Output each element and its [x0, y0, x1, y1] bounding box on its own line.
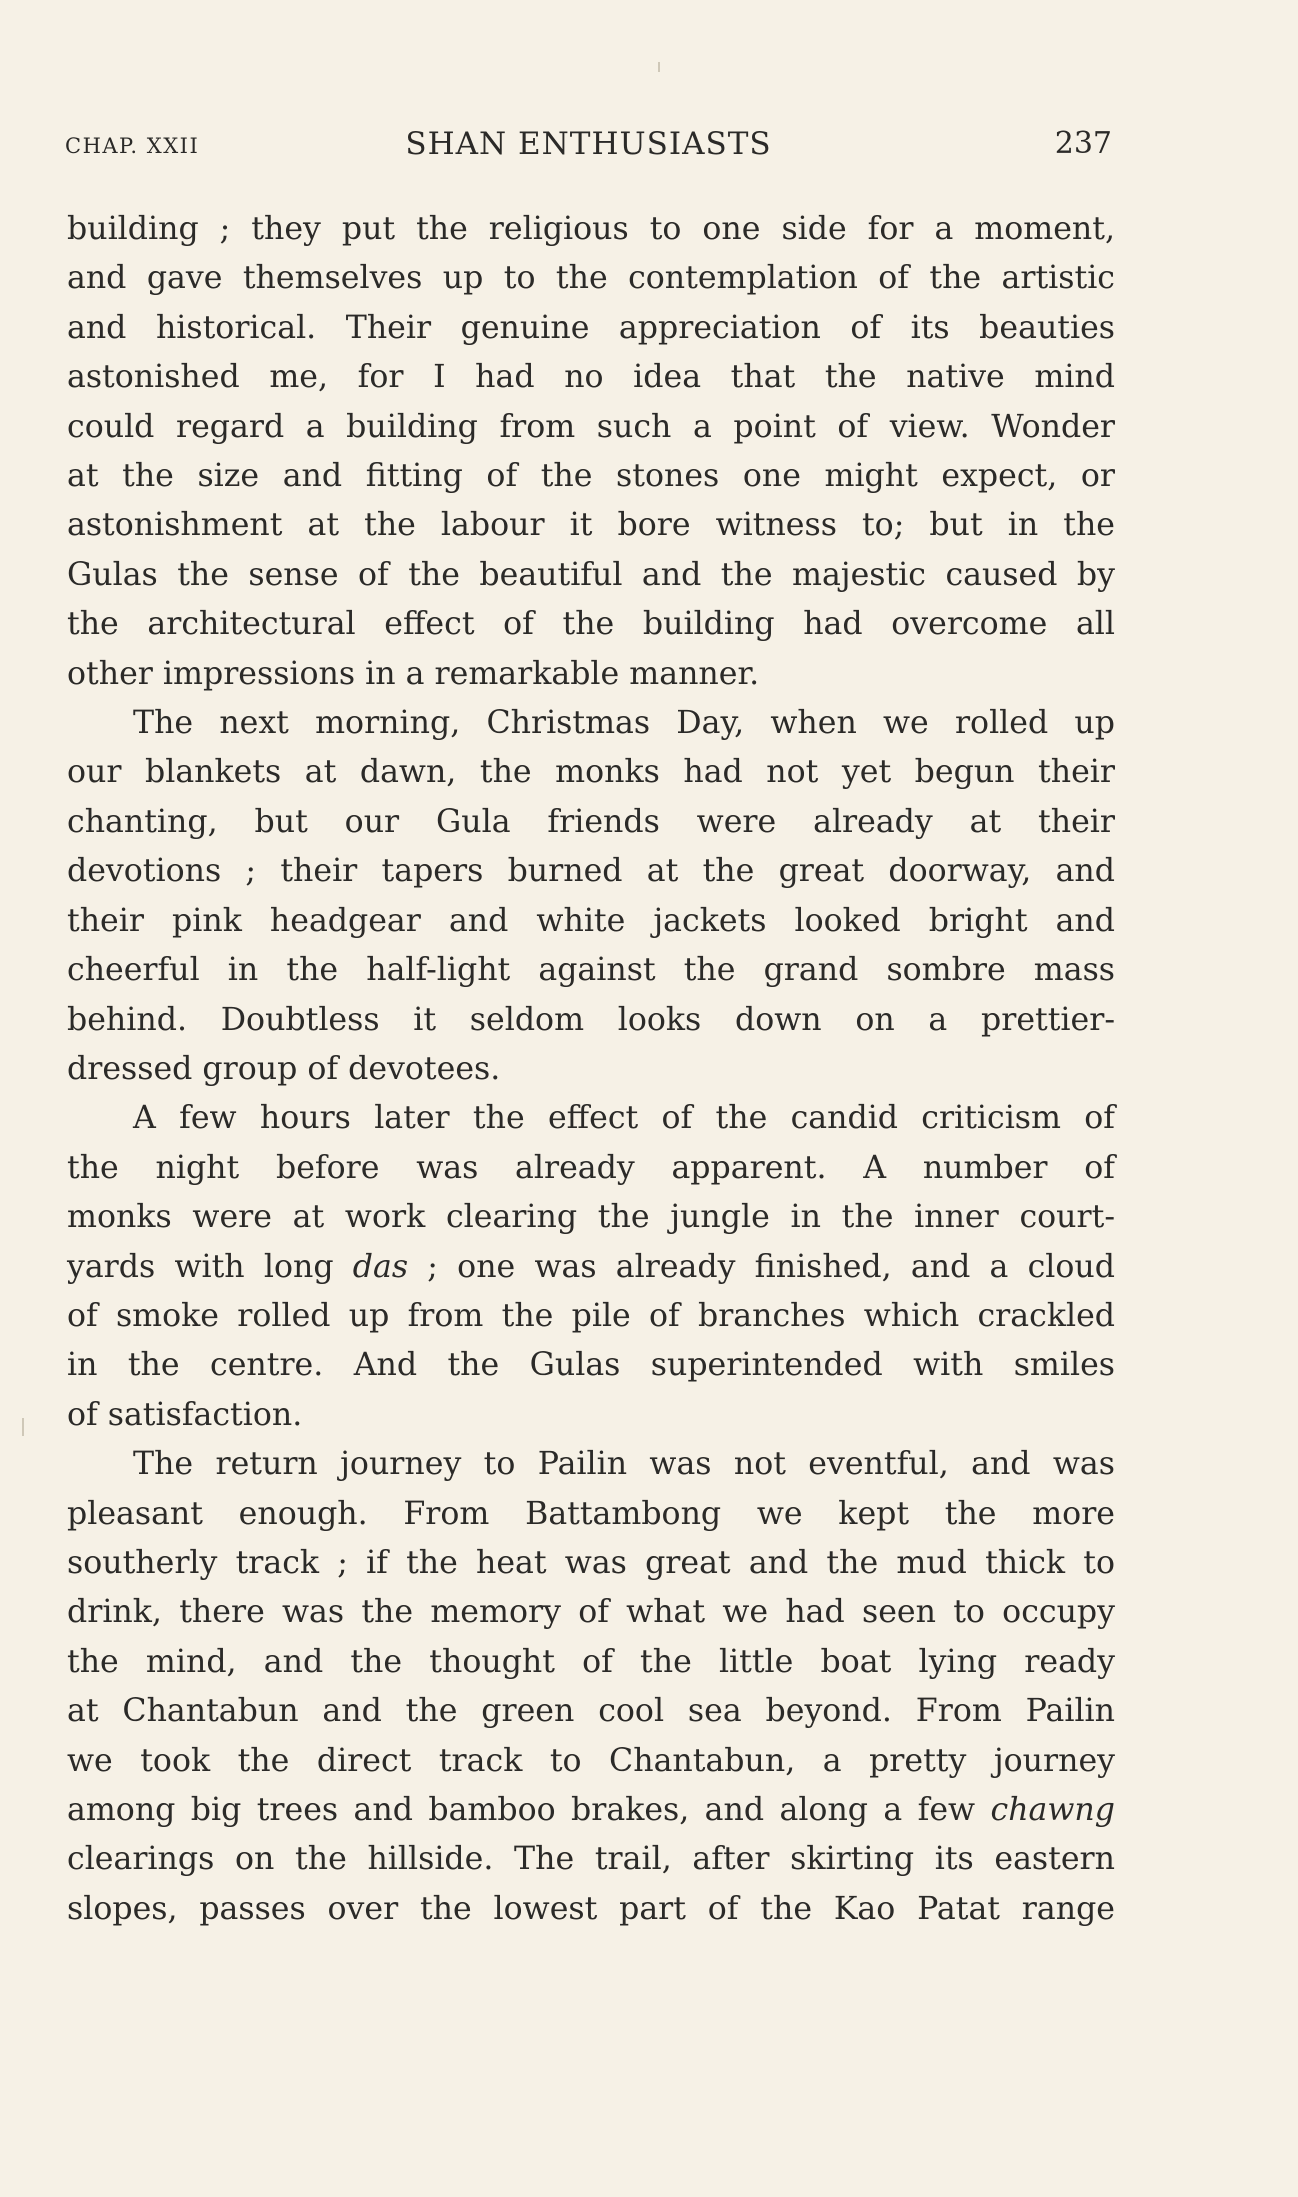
text-line: the night before was already apparent. A number of: [67, 1149, 1115, 1186]
text-line: chanting, but our Gula friends were already at their: [67, 803, 1115, 840]
running-head: [65, 124, 1112, 164]
paragraph-4: [67, 1440, 1115, 1934]
italic-term: das: [352, 1248, 409, 1285]
text-line: drink, there was the memory of what we had seen to occupy: [67, 1594, 1115, 1631]
text-line: The next morning, Christmas Day, when we rolled up: [133, 705, 1115, 742]
text-line: monks were at work clearing the jungle in the inner court-: [67, 1199, 1115, 1236]
text-line: their pink headgear and white jackets looked bright and: [67, 902, 1115, 939]
text-line: astonished me, for I had no idea that the native mind: [67, 359, 1115, 396]
text-line: we took the direct track to Chantabun, a pretty journey: [67, 1742, 1115, 1779]
paragraph-2: [67, 699, 1115, 1094]
text-line: pleasant enough. From Battambong we kept the more: [67, 1495, 1115, 1532]
paper-speck: [22, 1418, 24, 1436]
text-line: The return journey to Pailin was not eventful, and was: [133, 1446, 1115, 1483]
text-line: Gulas the sense of the beautiful and the majestic caused by: [67, 556, 1115, 593]
text-line: and historical. Their genuine appreciation of its beauties: [67, 309, 1115, 346]
text-line: slopes, passes over the lowest part of the Kao Patat range: [67, 1890, 1115, 1927]
text-fragment: yards with long: [67, 1248, 353, 1285]
running-title: SHAN ENTHUSIASTS: [405, 126, 772, 162]
text-line: cheerful in the half-light against the grand sombre mass: [67, 952, 1115, 989]
text-line: our blankets at dawn, the monks had not yet begun their: [67, 754, 1115, 791]
text-line: in the centre. And the Gulas superintended with smiles: [67, 1347, 1115, 1384]
text-line: astonishment at the labour it bore witness to; but in the: [67, 507, 1115, 544]
text-line: building ; they put the religious to one side for a moment,: [67, 211, 1115, 247]
text-line: A few hours later the effect of the candid criticism of: [133, 1100, 1115, 1137]
text-line: the architectural effect of the building had overcome all: [67, 606, 1115, 643]
text-line: the mind, and the thought of the little boat lying ready: [67, 1643, 1115, 1680]
text-line: at Chantabun and the green cool sea beyond. From Pailin: [67, 1693, 1115, 1730]
text-line: [67, 1243, 1115, 1292]
text-line: could regard a building from such a point of view. Wonder: [67, 408, 1115, 445]
chapter-label: CHAP. XXII: [65, 134, 200, 158]
text-line: clearings on the hillside. The trail, after skirting its eastern: [67, 1841, 1115, 1878]
text-line: of smoke rolled up from the pile of branches which crackled: [67, 1297, 1115, 1334]
text-line: and gave themselves up to the contemplation of the artistic: [67, 260, 1115, 297]
paragraph-3: [67, 1094, 1115, 1440]
italic-term: chawng: [990, 1792, 1115, 1828]
text-line: at the size and fitting of the stones one might expect, or: [67, 458, 1115, 495]
text-fragment: ; one was already finished, and a cloud: [408, 1248, 1116, 1285]
text-line: of satisfaction.: [67, 1396, 303, 1433]
text-line: southerly track ; if the heat was great and the mud thick to: [67, 1544, 1115, 1581]
body-text: [67, 205, 1115, 1934]
text-line: dressed group of devotees.: [67, 1050, 501, 1087]
text-fragment: among big trees and bamboo brakes, and along a few: [67, 1792, 991, 1828]
text-line: devotions ; their tapers burned at the great doorway, and: [67, 853, 1115, 890]
text-line: other impressions in a remarkable manner.: [67, 655, 760, 692]
paragraph-1: [67, 205, 1115, 699]
text-line: [67, 1786, 1115, 1835]
page-number: 237: [1054, 126, 1112, 161]
text-line: behind. Doubtless it seldom looks down on a prettier-: [67, 1001, 1115, 1038]
paper-speck: [658, 62, 660, 72]
